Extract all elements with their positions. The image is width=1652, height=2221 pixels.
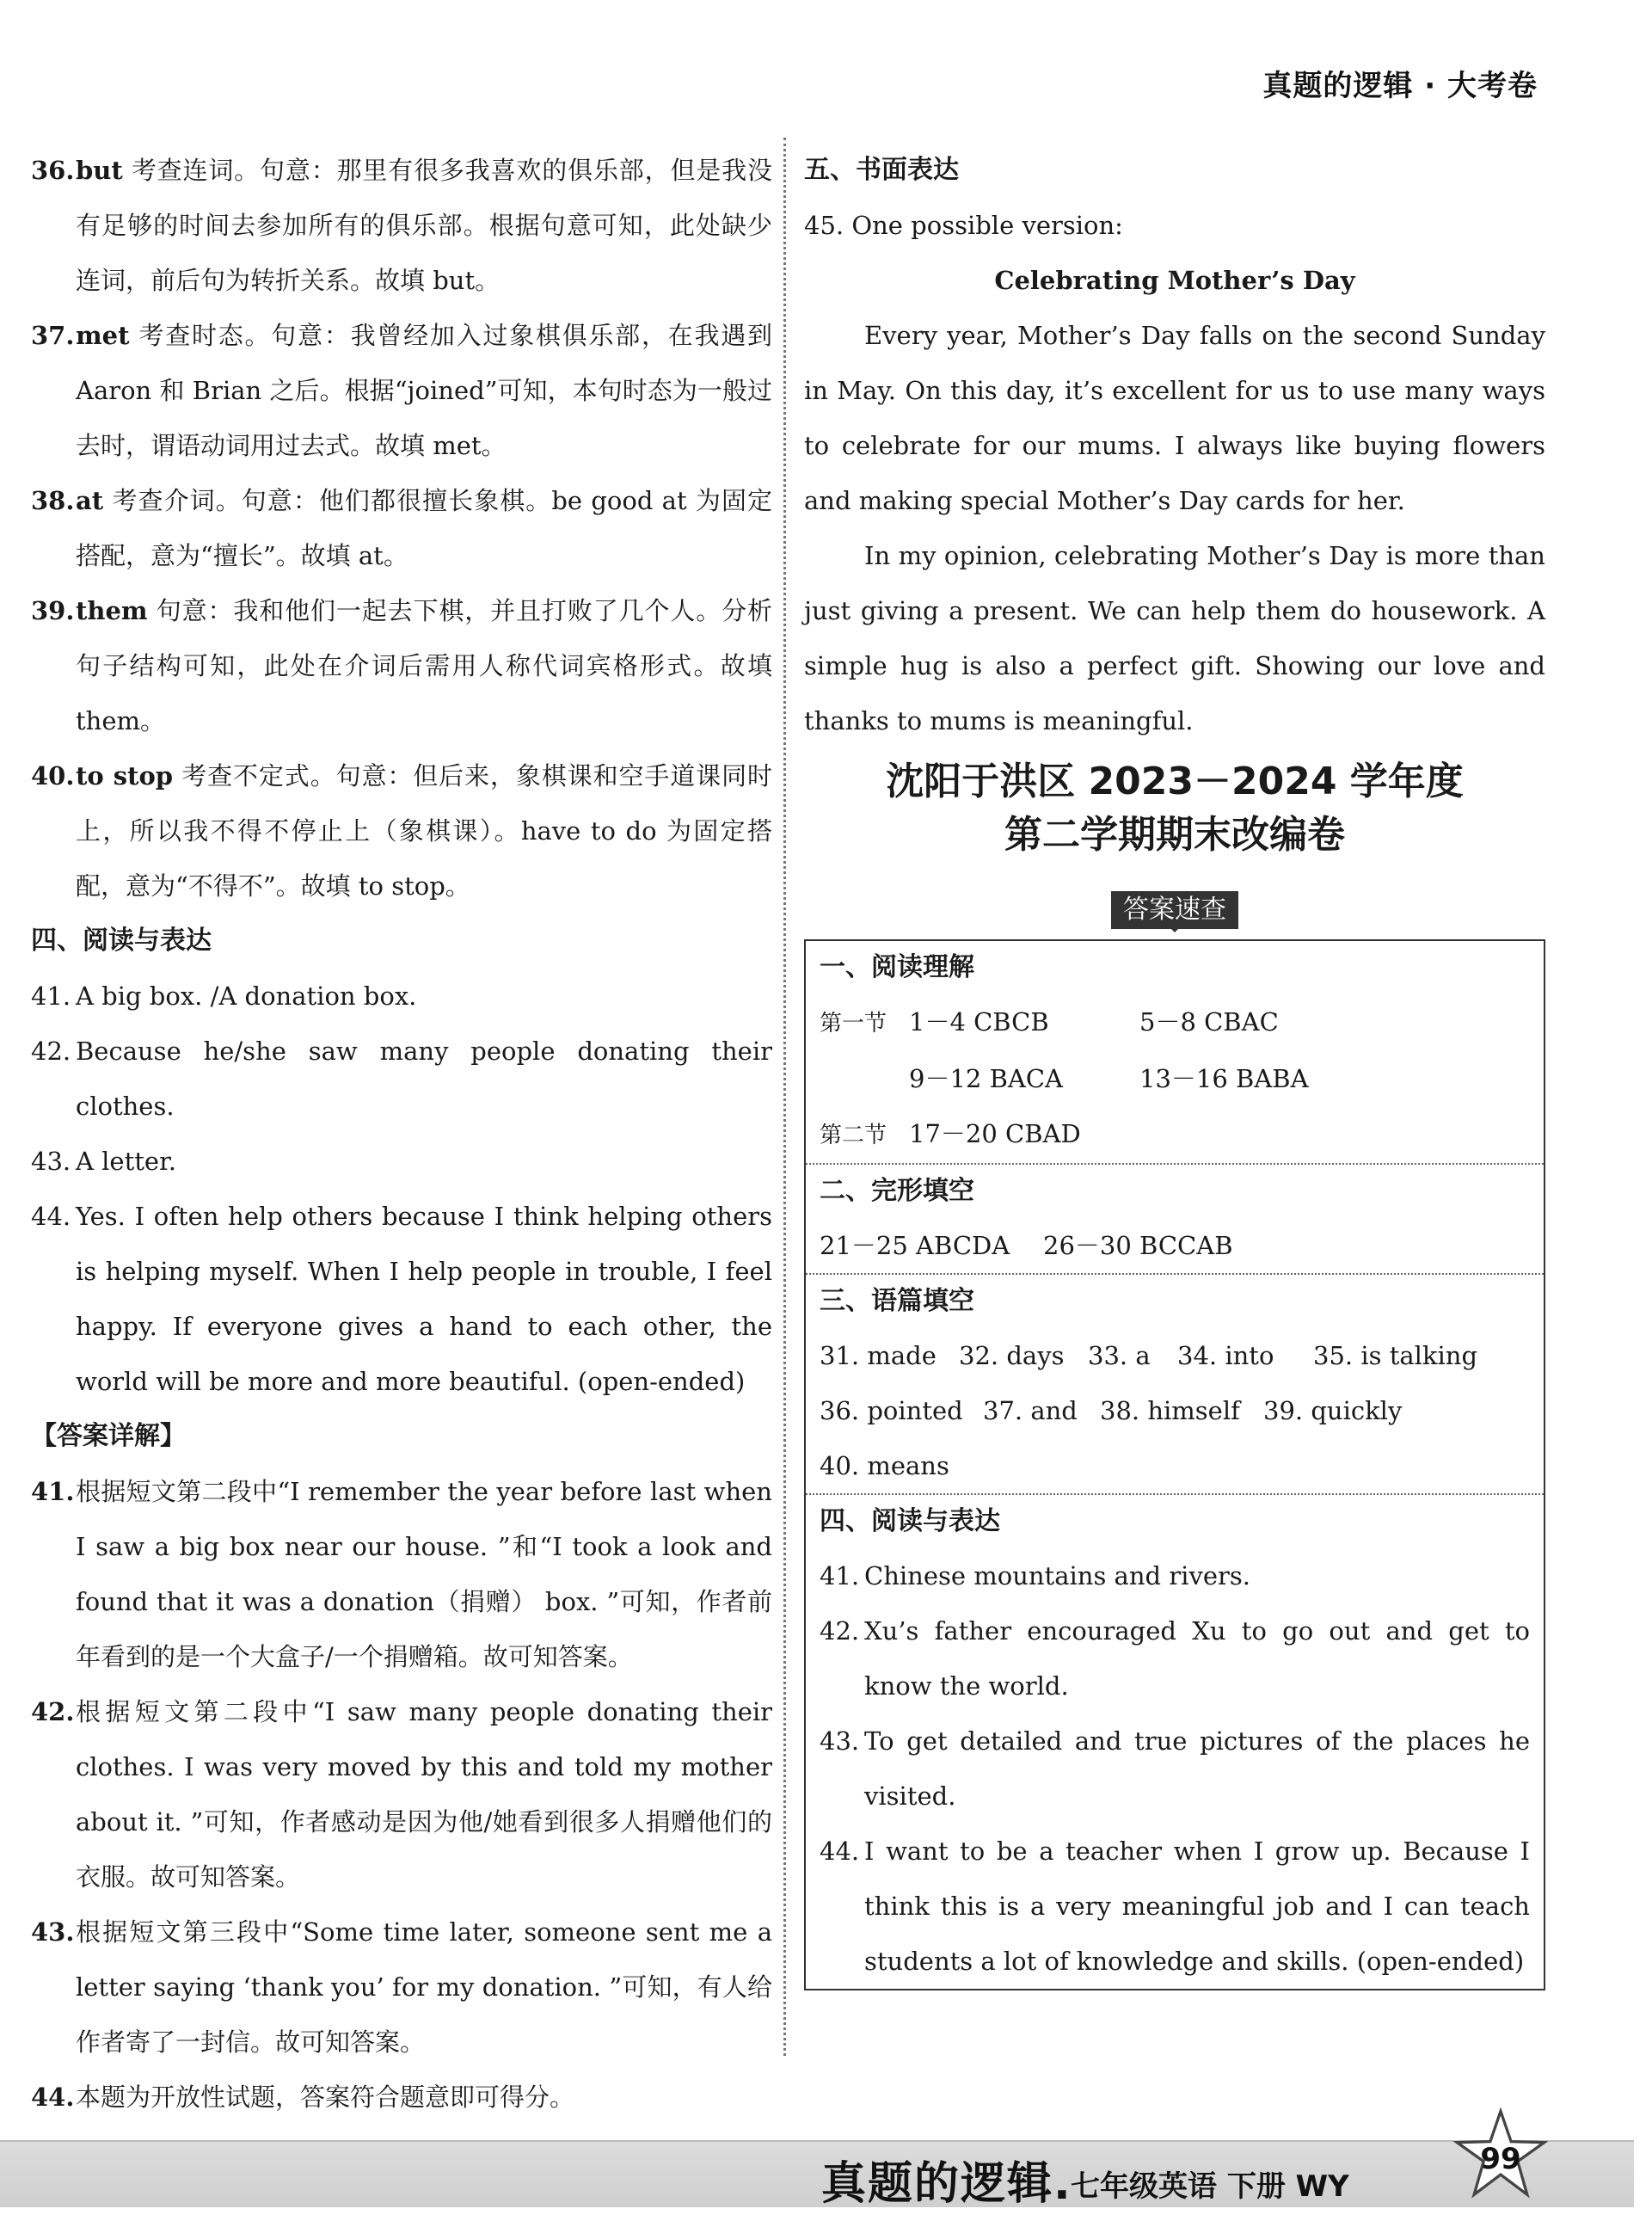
answer-key: to stop [76,761,174,791]
item-number: 42. [31,1037,71,1066]
essay-paragraph: In my opinion, celebrating Mother’s Day is more than just giving a present. We can help them do housework. A simple hug is also a perfect gift. Showing our love and thanks to mums is meaningful. [804,541,1545,735]
answer-text: A letter. [76,1147,176,1176]
right-column [804,143,1545,1990]
fill-answer: 40. means [820,1451,949,1480]
answer-text: Chinese mountains and rivers. [864,1561,1250,1590]
box-section-title: 一、阅读理解 [820,952,974,982]
fill-answer: 36. pointed [820,1396,963,1425]
quick-answer-box [804,939,1545,1990]
item-number: 43. [31,1917,75,1947]
footer-subtitle: 七年级英语 下册 WY [1071,2169,1349,2204]
box-section-fill [806,1273,1544,1493]
explanation-38 [31,473,772,583]
detail-text: 根据短文第二段中“I remember the year before last when I saw a big box near our house. ”和“I took a look and found that it was a donation（捐赠） box. ”可知，作者前年看到的是一个大盒子/一个捐赠箱。故可知答案。 [76,1477,772,1671]
essay-paragraph: Every year, Mother’s Day falls on the second Sunday in May. On this day, it’s excellent for us to use many ways to celebrate for our mums. I always like buying flowers and making special Mother’s Day cards for her. [804,321,1545,515]
item-number: 36. [31,156,75,185]
item-number: 44. [820,1836,860,1866]
fill-answer: 38. himself [1100,1396,1240,1425]
exam-title [804,755,1545,862]
item-number: 39. [31,596,75,625]
answer-key: met [76,321,130,350]
answer-range: 9－12 BACA [909,1064,1063,1093]
explanation-text: 考查不定式。句意：但后来，象棋课和空手道课同时上，所以我不得不停止上（象棋课）。have to do 为固定搭配，意为“不得不”。故填 to stop。 [76,761,772,901]
answer-key: but [76,156,123,185]
page-header-title: 真题的逻辑 · 大考卷 [1262,69,1538,103]
page-number: 99 [1480,2142,1521,2176]
explanation-40 [31,748,772,914]
box-answer-41 [820,1548,1530,1603]
box-line [820,994,1530,1051]
answer-badge-label: 答案速查 [1111,891,1238,929]
answer-text: Yes. I often help others because I think helping others is helping myself. When I help people in trouble, I feel happy. If everyone gives a hand to each other, the world will be more and more beautiful. (open-ended) [76,1202,772,1396]
item-number: 40. [31,761,75,791]
item-number: 41. [31,981,71,1011]
fill-answer: 39. quickly [1263,1396,1403,1425]
fill-answer: 35. is talking [1313,1341,1478,1370]
answer-text: To get detailed and true pictures of the places he visited. [864,1726,1530,1811]
box-section-title: 二、完形填空 [820,1176,974,1206]
answer-text: A big box. /A donation box. [76,981,417,1011]
answer-text: I want to be a teacher when I grow up. Because I think this is a very meaningful job and I can teach students a lot of knowledge and skills. (open-ended) [864,1836,1530,1976]
answer-text: Xu’s father encouraged Xu to go out and get to know the world. [864,1616,1530,1701]
explanation-text: 考查介词。句意：他们都很擅长象棋。be good at 为固定搭配，意为“擅长”。故填 at。 [76,486,772,570]
item-number: 43. [820,1726,860,1756]
box-line [820,1051,1530,1106]
answer-42 [31,1024,772,1134]
box-section-title: 四、阅读与表达 [820,1506,1000,1536]
fill-answer: 33. a [1088,1341,1151,1370]
box-section-title: 三、语篇填空 [820,1286,974,1316]
answer-badge [804,891,1545,934]
box-line [820,1106,1530,1163]
detail-44 [31,2070,772,2125]
section-title-reading: 四、阅读与表达 [31,926,212,956]
fill-answer: 34. into [1177,1341,1274,1370]
left-column [31,143,772,2125]
detail-42 [31,1684,772,1904]
detail-text: 根据短文第三段中“Some time later, someone sent me a letter saying ‘thank you’ for my donation. ”可知，有人给作者寄了一封信。故可知答案。 [76,1917,772,2057]
explanation-text: 考查连词。句意：那里有很多我喜欢的俱乐部，但是我没有足够的时间去参加所有的俱乐部。根据句意可知，此处缺少连词，前后句为转折关系。故填 but。 [76,156,772,295]
item-number: 41. [31,1477,75,1506]
box-section-cloze [806,1163,1544,1273]
fill-answer: 37. and [983,1396,1078,1425]
footer-title: 真题的逻辑. [821,2158,1072,2210]
box-section-reading-expression [806,1493,1544,1989]
fill-answer: 32. days [959,1341,1065,1370]
exam-title-line1: 沈阳于洪区 2023－2024 学年度 [886,760,1464,803]
detail-title: 【答案详解】 [31,1421,186,1451]
box-line [820,1383,1530,1438]
answer-key: them [76,596,148,625]
answer-range: 21－25 ABCDA [820,1231,1010,1260]
detail-43 [31,1904,772,2070]
item-number: 44. [31,1202,71,1231]
item-number: 43. [31,1147,71,1176]
detail-41 [31,1464,772,1684]
answer-range: 13－16 BABA [1139,1064,1309,1093]
answer-41 [31,969,772,1024]
item-number: 41. [820,1561,860,1590]
exam-title-line2: 第二学期期末改编卷 [1004,813,1345,857]
detail-text: 本题为开放性试题，答案符合题意即可得分。 [76,2083,575,2112]
badge-pointer [1168,926,1182,932]
answer-44 [31,1189,772,1409]
fill-answer: 31. made [820,1341,937,1370]
item-number: 37. [31,321,75,350]
section-title-writing: 五、书面表达 [804,155,959,185]
answer-text: Because he/she saw many people donating their clothes. [76,1037,772,1121]
item-number: 44. [31,2083,75,2112]
answer-range: 26－30 BCCAB [1043,1231,1233,1260]
part-label: 第一节 [820,1011,887,1037]
column-divider [783,138,786,2056]
explanation-37 [31,308,772,473]
explanation-36 [31,143,772,308]
explanation-39 [31,583,772,748]
box-line [820,1328,1530,1383]
answer-key: at [76,486,104,515]
essay-intro: 45. One possible version: [804,211,1123,240]
box-line [820,1218,1530,1273]
box-section-reading [806,941,1544,1163]
answer-range: 5－8 CBAC [1139,1007,1279,1037]
page-footer [0,2140,1634,2210]
item-number: 38. [31,486,75,515]
answer-range: 17－20 CBAD [909,1119,1081,1148]
box-answer-42 [820,1603,1530,1713]
answer-range: 1－4 CBCB [909,1007,1049,1037]
item-number: 42. [31,1697,75,1726]
item-number: 42. [820,1616,860,1646]
essay-title: Celebrating Mother’s Day [994,266,1355,295]
box-answer-44 [820,1824,1530,1989]
explanation-text: 考查时态。句意：我曾经加入过象棋俱乐部，在我遇到 Aaron 和 Brian 之后。根据“joined”可知，本句时态为一般过去时，谓语动词用过去式。故填 met。 [76,321,772,460]
box-answer-43 [820,1713,1530,1824]
part-label: 第二节 [820,1123,887,1148]
explanation-text: 句意：我和他们一起去下棋，并且打败了几个人。分析句子结构可知，此处在介词后需用人称代词宾格形式。故填 them。 [76,596,772,735]
detail-text: 根据短文第二段中“I saw many people donating their clothes. I was very moved by this and told my mother about it. ”可知，作者感动是因为他/她看到很多人捐赠他们的衣服。故可知答案。 [76,1697,772,1892]
answer-43 [31,1134,772,1189]
